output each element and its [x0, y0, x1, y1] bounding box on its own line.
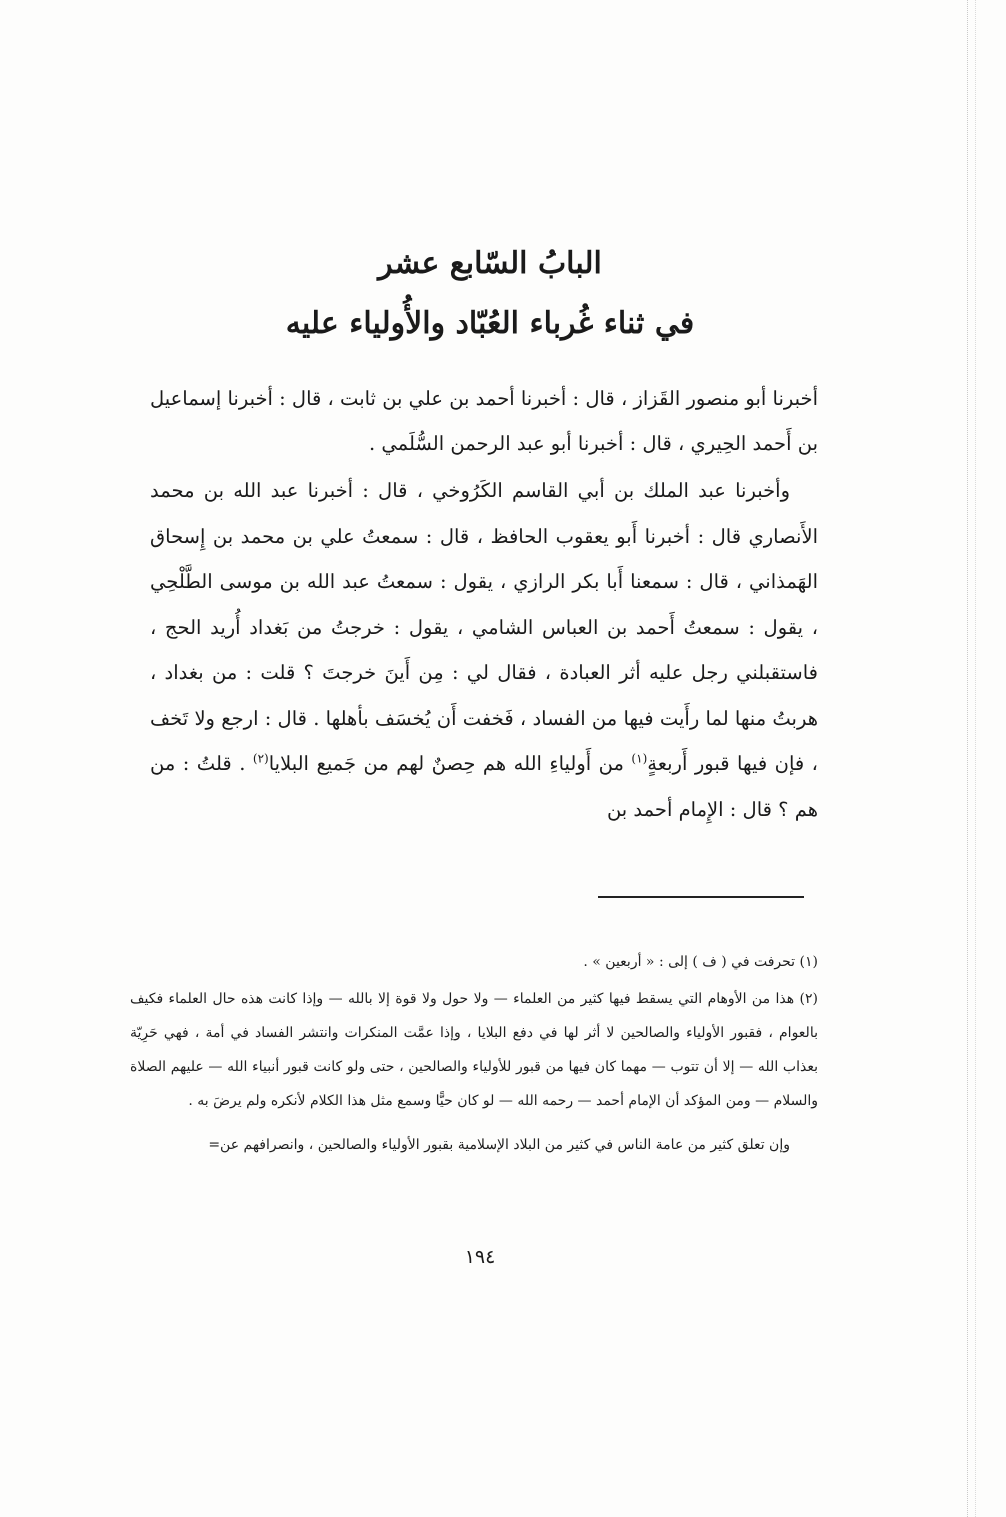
paragraph-2-part-a: وأخبرنا عبد الملك بن أبي القاسم الكَرُوخي ، قال : أخبرنا عبد الله بن محمد الأَنصاري قال : أخبرنا أَبو يعقوب الحافظ ، قال : سمعتُ علي بن محمد بن إِسحاق الهَمذاني ، قال : سمعنا أَبا بكر الرازي ، يقول : سمعتُ عبد الله بن موسى الطَّلْحِي ، يقول : سمعتُ أَحمد بن العباس الشامي ، يقول : خرجتُ من بَغداد أُريد الحج ، فاستقبلني رجل عليه أثر العبادة ، فقال لي : مِن أَينَ خرجتَ ؟ قلت : من بغداد ، هربتُ منها لما رأَيت فيها من الفساد ، فَخفت أَن يُخسَف بأهلها . قال : ارجع ولا تَخف ، فإن فيها قبور أَربعةٍ: [150, 479, 818, 775]
scan-edge-line-secondary: [975, 0, 976, 1517]
paragraph-2-part-c: . قلتُ : من هم ؟ قال : الإِمام أحمد بن: [150, 752, 818, 821]
footnote-continuation: وإن تعلق كثير من عامة الناس في كثير من البلاد الإسلامية بقبور الأولياء والصالحين ، وانصرافهم عن=: [208, 1137, 790, 1153]
paragraph-1-text: أخبرنا أبو منصور القَزاز ، قال : أخبرنا أحمد بن علي بن ثابت ، قال : أخبرنا إسماعيل بن أَحمد الحِيري ، قال : أخبرنا أبو عبد الرحمن السُّلَمي .: [150, 387, 818, 455]
footnote-separator: [598, 896, 804, 898]
paragraph-2: [150, 468, 818, 832]
chapter-subtitle: في ثناء غُرباء العُبّاد والأُولياء عليه: [285, 306, 695, 341]
page-number: ١٩٤: [464, 1246, 496, 1268]
chapter-title: البابُ السّابع عشر: [378, 246, 602, 281]
paragraph-2-part-b: من أَولياءِ الله هم حِصنٌ لهم من جَميع البلايا: [268, 752, 632, 775]
chapter-heading: [150, 240, 830, 348]
paragraph-2-text: [150, 468, 818, 832]
footnote-1: (١) تحرفت في ( ف ) إلى : « أربعين » .: [583, 954, 818, 970]
footnote-2: (٢) هذا من الأوهام التي يسقط فيها كثير من العلماء — ولا حول ولا قوة إلا بالله — وإذا كانت هذه حال العلماء فكيف بالعوام ، فقبور الأولياء والصالحين لا أثر لها في دفع البلايا ، وإذا عمَّت المنكرات وانتشر الفساد في أمة ، فهي حَرِيّة بعذاب الله — إلا أن تتوب — مهما كان فيها من قبور للأولياء والصالحين ، حتى ولو كانت قبور أنبياء الله — عليهم الصلاة والسلام — ومن المؤكد أن الإمام أحمد — رحمه الله — لو كان حيًّا وسمع مثل هذا الكلام لأنكره ولم يرضَ به .: [130, 991, 818, 1109]
footnote-ref-1[interactable]: (١): [631, 751, 648, 766]
paragraph-1: [150, 376, 818, 466]
footnotes-section: [130, 948, 818, 1162]
footnote-ref-2[interactable]: (٢): [252, 751, 269, 766]
scan-edge-line: [967, 0, 968, 1517]
